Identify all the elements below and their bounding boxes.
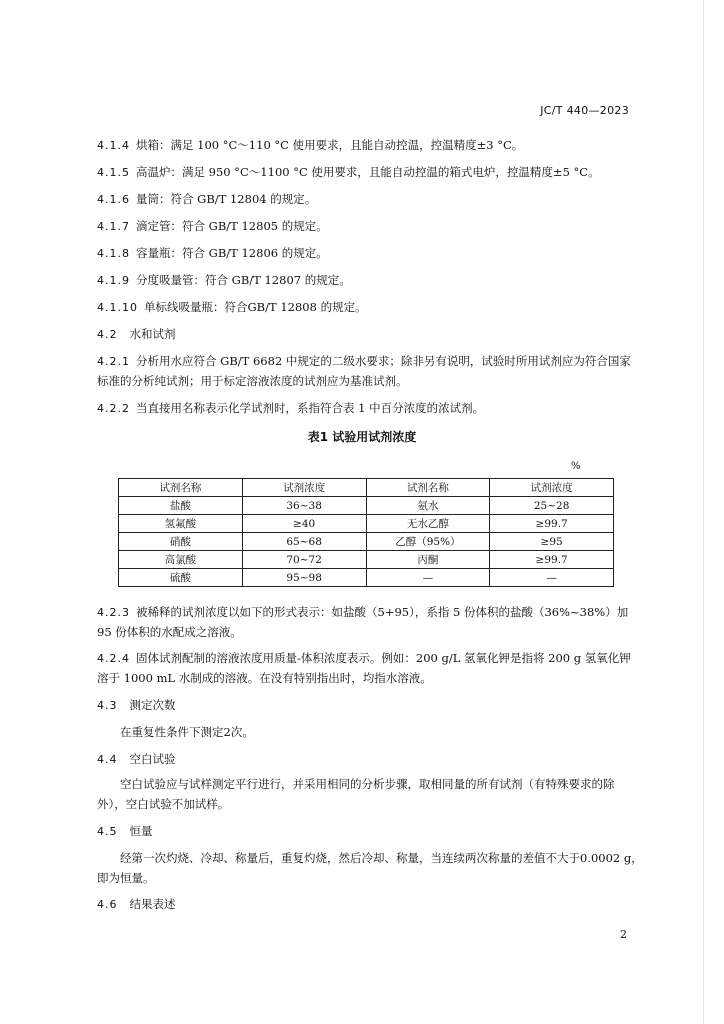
table-cell: 70~72 [242,551,366,569]
paragraph-4-2-4-line2: 溶于 1000 mL 水制成的溶液。在没有特别指出时，均指水溶液。 [97,671,432,685]
table-cell: 高氯酸 [119,551,243,569]
table-cell: 丙酮 [366,551,490,569]
item-4-1-8 [97,245,328,261]
item-4-1-5 [97,164,600,180]
table-cell: 氢氟酸 [119,515,243,533]
paragraph-4-2-1-line2: 标准的分析纯试剂；用于标定溶液浓度的试剂应为基准试剂。 [97,374,408,388]
table-cell: 硫酸 [119,569,243,587]
table-cell: 盐酸 [119,497,243,515]
table-cell: 95~98 [242,569,366,587]
table-cell: ≥99.7 [490,551,614,569]
table-cell: 氨水 [366,497,490,515]
table-row [119,533,614,551]
page-number: 2 [620,928,627,941]
table-cell: — [366,569,490,587]
paragraph-4-2-3-line1 [97,604,628,620]
section-heading-4-3 [97,697,176,713]
column-header: 试剂浓度 [490,479,614,497]
table-cell: ≥40 [242,515,366,533]
table-cell: ≥99.7 [490,515,614,533]
item-text: 高温炉：满足 950 °C～1100 °C 使用要求，且能自动控温的箱式电炉，控温精度±5 °C。 [136,165,600,179]
reagent-concentration-table [118,478,614,587]
table-header-row [119,479,614,497]
item-text: 容量瓶：符合 GB/T 12806 的规定。 [136,246,328,260]
table-cell: 65~68 [242,533,366,551]
paragraph-text: 被稀释的试剂浓度以如下的形式表示：如盐酸（5+95），系指 5 份体积的盐酸（36%~38%）加 [136,605,629,619]
page-edge [703,0,704,1024]
standard-code: JC/T 440—2023 [540,104,629,117]
paragraph-4-4-line2: 外），空白试验不加试样。 [97,797,230,811]
table-cell: 无水乙醇 [366,515,490,533]
table-cell: 乙醇（95%） [366,533,490,551]
item-number: 4.1.7 [97,220,130,233]
section-title: 水和试剂 [129,327,176,341]
paragraph-4-4-line1: 空白试验应与试样测定平行进行，并采用相同的分析步骤，取相同量的所有试剂（有特殊要求的除 [120,777,615,791]
item-number: 4.1.10 [97,301,138,314]
section-heading-4-5 [97,823,153,839]
table-unit: % [571,461,581,472]
column-header: 试剂浓度 [242,479,366,497]
paragraph-4-2-4-line1 [97,650,631,666]
item-4-1-6 [97,191,316,207]
table-cell: ≥95 [490,533,614,551]
item-4-1-10 [97,299,367,315]
section-number: 4.3 [97,699,118,712]
table-row [119,497,614,515]
table-row [119,515,614,533]
table-cell: 25~28 [490,497,614,515]
paragraph-4-5-line1: 经第一次灼烧、冷却、称量后，重复灼烧，然后冷却、称量，当连续两次称量的差值不大于0.0002 g， [120,851,643,865]
table-title: 表1 试验用试剂浓度 [307,430,417,444]
item-text: 分度吸量管：符合 GB/T 12807 的规定。 [136,273,351,287]
paragraph-text: 固体试剂配制的溶液浓度用质量-体积浓度表示。例如：200 g/L 氢氧化钾是指将 200 g 氢氧化钾 [136,651,631,665]
table-cell: 硝酸 [119,533,243,551]
table-cell: 36~38 [242,497,366,515]
section-number: 4.4 [97,753,118,766]
section-title: 空白试验 [129,752,176,766]
paragraph-4-3: 在重复性条件下测定2次。 [120,725,254,739]
section-title: 恒量 [129,824,153,838]
item-text: 滴定管：符合 GB/T 12805 的规定。 [136,219,328,233]
section-heading-4-4 [97,751,176,767]
item-number: 4.1.9 [97,274,130,287]
table-row [119,569,614,587]
column-header: 试剂名称 [366,479,490,497]
paragraph-4-2-3-line2: 95 份体积的水配成之溶液。 [97,625,242,639]
item-number: 4.1.5 [97,166,130,179]
item-number: 4.1.8 [97,247,130,260]
item-text: 量筒：符合 GB/T 12804 的规定。 [136,192,317,206]
item-number: 4.1.6 [97,193,130,206]
section-title: 测定次数 [129,698,176,712]
paragraph-text: 当直接用名称表示化学试剂时，系指符合表 1 中百分浓度的浓试剂。 [136,401,485,415]
paragraph-4-2-2 [97,400,484,416]
paragraph-4-5-line2: 即为恒量。 [97,871,155,885]
item-number: 4.2.3 [97,606,130,619]
item-number: 4.2.4 [97,652,130,665]
section-number: 4.6 [97,898,118,911]
item-number: 4.2.2 [97,402,130,415]
item-number: 4.2.1 [97,355,130,368]
section-heading-4-2 [97,326,176,342]
table-cell: — [490,569,614,587]
table-row [119,551,614,569]
paragraph-text: 分析用水应符合 GB/T 6682 中规定的二级水要求；除非另有说明，试验时所用试剂应为符合国家 [136,354,631,368]
item-4-1-7 [97,218,328,234]
section-number: 4.5 [97,825,118,838]
item-4-1-4 [97,137,523,153]
section-heading-4-6 [97,896,176,912]
section-number: 4.2 [97,328,118,341]
section-title: 结果表述 [129,897,176,911]
item-4-1-9 [97,272,351,288]
column-header: 试剂名称 [119,479,243,497]
item-text: 单标线吸量瓶：符合GB/T 12808 的规定。 [144,300,367,314]
item-text: 烘箱：满足 100 °C～110 °C 使用要求，且能自动控温，控温精度±3 °C。 [136,138,524,152]
item-number: 4.1.4 [97,139,130,152]
paragraph-4-2-1-line1 [97,353,631,369]
